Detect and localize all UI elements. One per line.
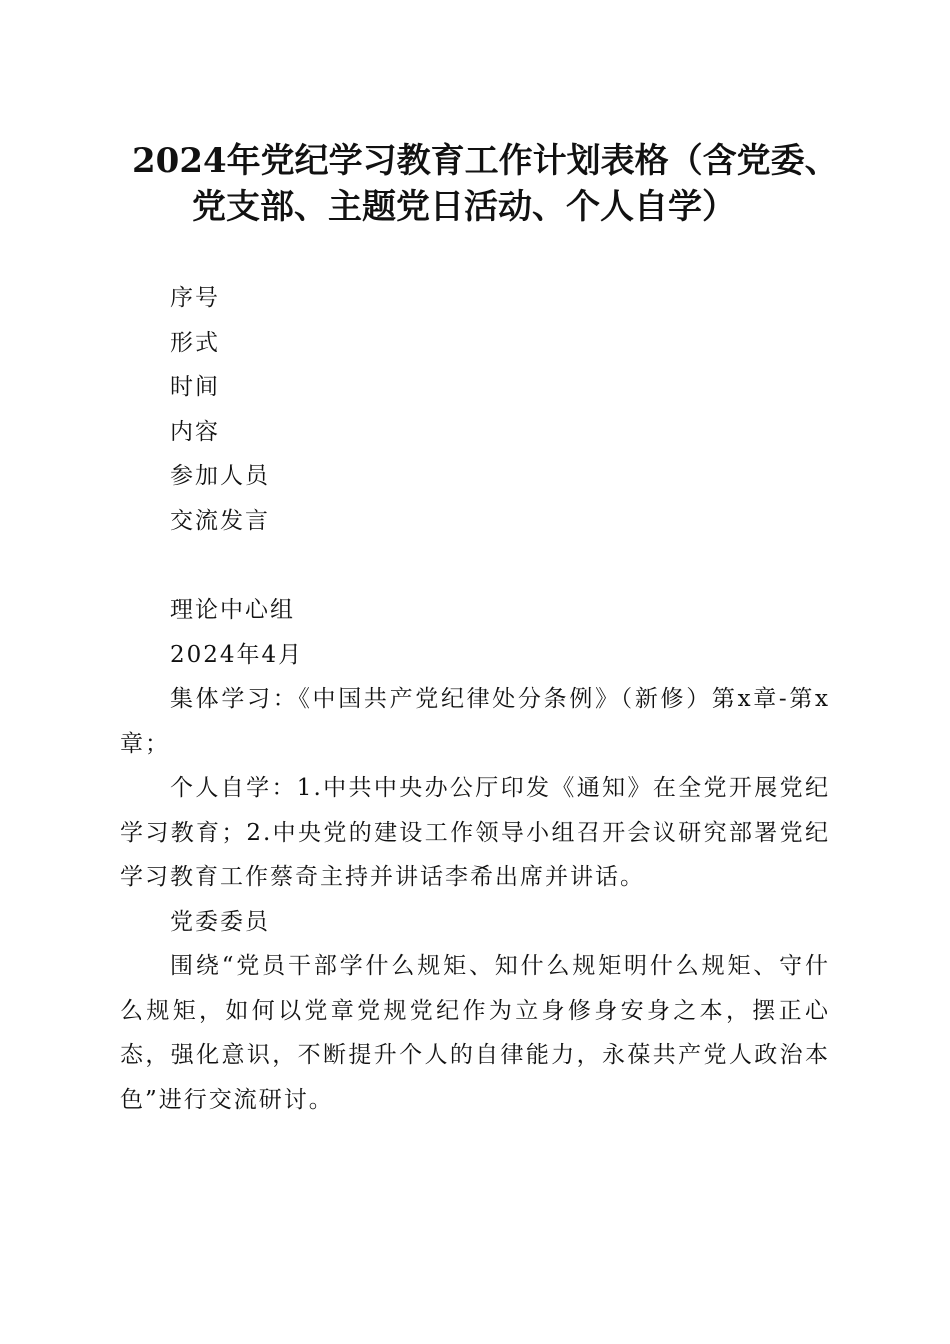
header-content: 内容 <box>170 418 220 445</box>
document-title <box>118 138 838 230</box>
row-content-collective: 集体学习：《中国共产党纪律处分条例》（新修）第x章-第x章； <box>120 686 830 757</box>
header-serial-number: 序号 <box>170 285 220 311</box>
row-participants: 党委委员 <box>170 908 270 935</box>
table-header-list <box>120 276 830 543</box>
row-time: 2024年4月 <box>170 641 304 668</box>
row-content-self-study: 个人自学：1.中共中央办公厅印发《通知》在全党开展党纪学习教育；2.中央党的建设工作领导小组召开会议研究部署党纪学习教育工作蔡奇主持并讲话李希出席并讲话。 <box>120 775 830 890</box>
table-row-content <box>120 588 830 1122</box>
header-form: 形式 <box>170 329 220 356</box>
header-time: 时间 <box>170 374 220 400</box>
row-form: 理论中心组 <box>170 597 295 623</box>
row-speech: 围绕“党员干部学什么规矩、知什么规矩明什么规矩、守什么规矩，如何以党章党规党纪作为立身修身安身之本，摆正心态，强化意识，不断提升个人的自律能力，永葆共产党人政治本色”进行交流研讨。 <box>120 953 830 1113</box>
title-line-1: 2024年党纪学习教育工作计划表格（含党委、 <box>132 141 839 181</box>
title-line-2: 党支部、主题党日活动、个人自学） <box>192 187 736 227</box>
header-participants: 参加人员 <box>170 463 270 489</box>
header-speech: 交流发言 <box>170 507 270 534</box>
